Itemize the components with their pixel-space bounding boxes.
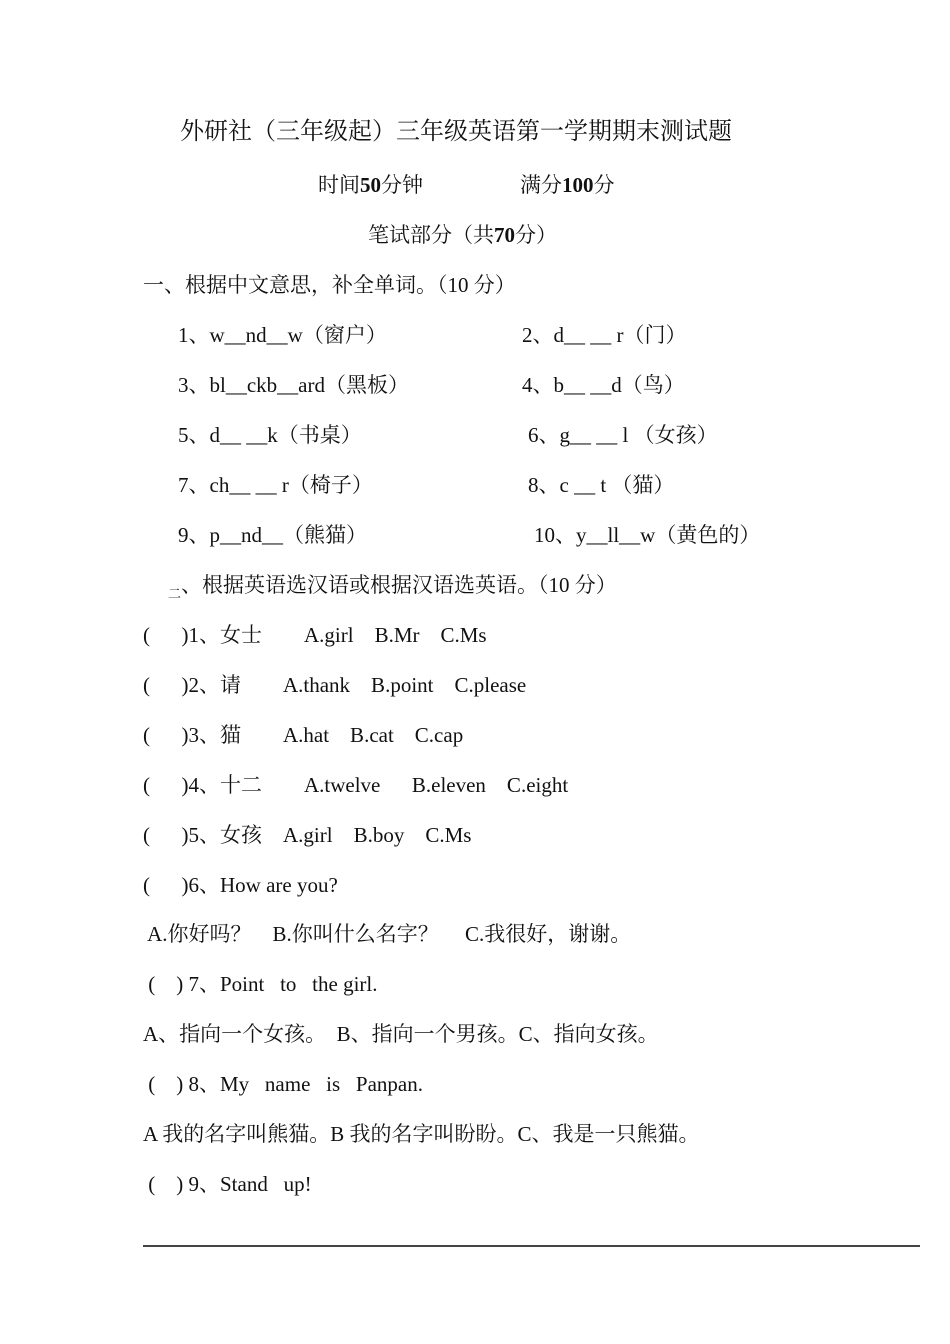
score-label: 满分 [520,173,562,197]
written-suffix: 分） [515,223,557,247]
fill-item: 4、b__ __d（鸟） [522,373,685,397]
choice-question: ( )2、请 A.thank B.point C.please [143,673,527,697]
exam-score-info [520,171,615,199]
fill-item: 9、p__nd__（熊猫） [178,523,367,547]
fill-item: 10、y__ll__w（黄色的） [534,523,761,547]
fill-item: 6、g__ __ l （女孩） [528,423,718,447]
choice-options: A 我的名字叫熊猫。B 我的名字叫盼盼。C、我是一只熊猫。 [143,1122,700,1146]
section2-heading-text: 、根据英语选汉语或根据汉语选英语。（10 分） [181,573,617,597]
fill-item: 3、bl__ckb__ard（黑板） [178,373,409,397]
fill-item: 2、d__ __ r（门） [522,323,687,347]
choice-question: ( ) 7、Point to the girl. [143,972,378,996]
written-section-label [368,221,557,249]
section2-number: 二 [168,586,182,601]
time-value: 50 [360,173,381,197]
choice-options: A、指向一个女孩。 B、指向一个男孩。C、指向女孩。 [143,1022,659,1046]
written-prefix: 笔试部分（共 [368,223,494,247]
written-value: 70 [494,223,515,247]
fill-item: 7、ch__ __ r（椅子） [178,473,373,497]
page-title: 外研社（三年级起）三年级英语第一学期期末测试题 [180,119,732,145]
choice-question: ( )5、女孩 A.girl B.boy C.Ms [143,823,472,847]
score-unit: 分 [593,173,615,197]
choice-question: ( ) 8、My name is Panpan. [143,1072,423,1096]
section1-heading: 一、根据中文意思，补全单词。（10 分） [143,273,516,297]
score-value: 100 [562,173,594,197]
fill-item: 8、c __ t （猫） [528,473,675,497]
choice-options: A.你好吗？ B.你叫什么名字？ C.我很好，谢谢。 [143,922,632,946]
choice-question: ( )3、猫 A.hat B.cat C.cap [143,723,464,747]
fill-item: 5、d__ __k（书桌） [178,423,362,447]
time-unit: 分钟 [381,173,423,197]
choice-question: ( )1、女士 A.girl B.Mr C.Ms [143,623,487,647]
exam-time-info [318,171,423,199]
choice-question: ( ) 9、Stand up! [143,1172,312,1196]
footer-divider [143,1245,920,1247]
time-label: 时间 [318,173,360,197]
section2-heading [168,571,617,599]
choice-question: ( )6、How are you? [143,873,338,897]
choice-question: ( )4、十二 A.twelve B.eleven C.eight [143,773,569,797]
fill-item: 1、w__nd__w（窗户） [178,323,387,347]
